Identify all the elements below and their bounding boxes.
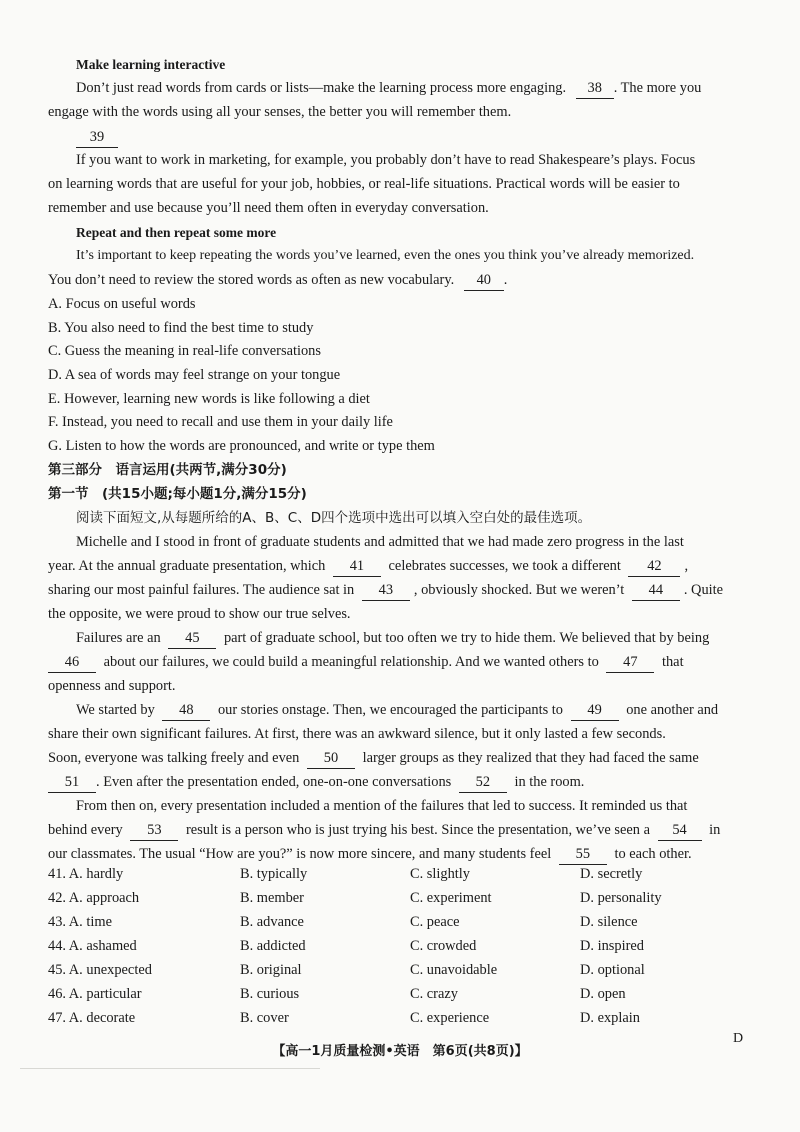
choice-d: D. secretly (580, 866, 643, 882)
heading-repeat: Repeat and then repeat some more (76, 225, 277, 240)
option-e: E. However, learning new words is like following a diet (48, 391, 370, 407)
choice-b: B. addicted (240, 938, 306, 954)
option-b: B. You also need to find the best time to study (48, 320, 314, 336)
paragraph-line: If you want to work in marketing, for example, you probably don’t have to read Shakespeare’s plays. Focus (76, 152, 696, 168)
passage-line (48, 652, 684, 673)
paragraph-line: remember and use because you’ll need them often in everyday conversation. (48, 200, 489, 216)
choice-c: C. crowded (410, 938, 477, 954)
text: celebrates successes, we took a different (388, 558, 621, 574)
text: our classmates. The usual “How are you?” is now more sincere, and many students feel (48, 846, 552, 862)
choice-b: B. member (240, 890, 304, 906)
text: , (684, 558, 689, 574)
blank-49: 49 (571, 700, 619, 721)
passage-line (76, 700, 718, 721)
heading-make-learning-interactive: Make learning interactive (76, 57, 226, 72)
choice-d: D. personality (580, 890, 662, 906)
paragraph-line: engage with the words using all your senses, the better you will remember them. (48, 104, 512, 120)
passage-line (76, 628, 709, 649)
choice-row-44 (0, 938, 800, 960)
choice-a: 42. A. approach (48, 890, 140, 906)
option-f: F. Instead, you need to recall and use them in your daily life (48, 414, 393, 430)
passage-line (48, 580, 723, 601)
passage-line: the opposite, we were proud to show our true selves. (48, 606, 351, 622)
choice-b: B. original (240, 962, 302, 978)
text: . (503, 272, 508, 288)
text: Soon, everyone was talking freely and even (48, 750, 300, 766)
blank-55: 55 (559, 844, 607, 865)
choice-row-43 (0, 914, 800, 936)
choice-a: 45. A. unexpected (48, 962, 152, 978)
passage-line (48, 844, 692, 865)
paragraph-line: It’s important to keep repeating the words you’ve learned, even the ones you think you’ve already memorized. (76, 248, 695, 263)
paragraph-line (76, 78, 701, 99)
passage-line (48, 556, 688, 577)
part3-title: 第三部分 语言运用(共两节,满分30分) (48, 462, 287, 478)
choice-row-46 (0, 986, 800, 1008)
option-a: A. Focus on useful words (48, 296, 196, 312)
blank-41: 41 (333, 556, 381, 577)
choice-a: 44. A. ashamed (48, 938, 137, 954)
paragraph-line (48, 270, 507, 291)
choice-a: 46. A. particular (48, 986, 142, 1002)
passage-line: Michelle and I stood in front of graduate students and admitted that we had made zero progress in the last (76, 534, 684, 550)
choice-d: D. optional (580, 962, 645, 978)
choice-b: B. advance (240, 914, 304, 930)
blank-43: 43 (362, 580, 410, 601)
blank-39: 39 (76, 127, 118, 148)
text: result is a person who is just trying his best. Since the presentation, we’ve seen a (185, 822, 650, 838)
page-footer: 【高一1月质量检测•英语 第6页(共8页)】 (272, 1044, 528, 1059)
choice-d: D. silence (580, 914, 638, 930)
text: larger groups as they realized that they had faced the same (362, 750, 699, 766)
blank-52: 52 (459, 772, 507, 793)
choice-row-42 (0, 890, 800, 912)
text: to each other. (614, 846, 692, 862)
text: in (709, 822, 721, 838)
blank-40: 40 (464, 270, 504, 291)
choice-row-41 (0, 866, 800, 888)
choice-d: D. open (580, 986, 626, 1002)
choice-row-47 (0, 1010, 800, 1032)
choice-b: B. curious (240, 986, 300, 1002)
choice-c: C. crazy (410, 986, 458, 1002)
blank-54: 54 (658, 820, 702, 841)
passage-line (48, 748, 699, 769)
passage-line: share their own significant failures. At first, there was an awkward silence, but it only lasted a few seconds. (48, 726, 666, 742)
corner-letter: D (733, 1031, 744, 1046)
choice-c: C. unavoidable (410, 962, 498, 978)
blank-46: 46 (48, 652, 96, 673)
choice-d: D. explain (580, 1010, 640, 1026)
blank-53: 53 (130, 820, 178, 841)
choice-a: 41. A. hardly (48, 866, 124, 882)
choice-c: C. experiment (410, 890, 492, 906)
blank-44: 44 (632, 580, 680, 601)
blank-45: 45 (168, 628, 216, 649)
choice-c: C. peace (410, 914, 460, 930)
scan-edge-divider (20, 1068, 320, 1069)
text: behind every (48, 822, 123, 838)
text: . Even after the presentation ended, one-on-one conversations (96, 774, 452, 790)
passage-line: openness and support. (48, 678, 176, 694)
text: . The more you (613, 80, 702, 96)
text: , obviously shocked. But we weren’t (413, 582, 625, 598)
blank-51: 51 (48, 772, 96, 793)
text: Don’t just read words from cards or lists—make the learning process more engaging. (76, 80, 567, 96)
option-c: C. Guess the meaning in real-life conversations (48, 343, 321, 359)
text: You don’t need to review the stored words as often as new vocabulary. (48, 272, 455, 288)
text: about our failures, we could build a meaningful relationship. And we wanted others to (103, 654, 599, 670)
blank-39-line (76, 127, 118, 148)
text: year. At the annual graduate presentation, which (48, 558, 326, 574)
passage-line (48, 772, 584, 793)
option-d: D. A sea of words may feel strange on your tongue (48, 367, 341, 383)
blank-47: 47 (606, 652, 654, 673)
paragraph-line: on learning words that are useful for your job, hobbies, or real-life situations. Practical words will be easier to (48, 176, 680, 192)
choice-c: C. slightly (410, 866, 470, 882)
blank-50: 50 (307, 748, 355, 769)
text: in the room. (514, 774, 585, 790)
text: We started by (76, 702, 155, 718)
choice-d: D. inspired (580, 938, 644, 954)
text: one another and (626, 702, 719, 718)
blank-42: 42 (628, 556, 680, 577)
text: Failures are an (76, 630, 161, 646)
choice-c: C. experience (410, 1010, 490, 1026)
instruction: 阅读下面短文,从每题所给的A、B、C、D四个选项中选出可以填入空白处的最佳选项。 (76, 510, 592, 526)
choice-b: B. cover (240, 1010, 289, 1026)
choice-row-45 (0, 962, 800, 984)
text: our stories onstage. Then, we encouraged the participants to (217, 702, 563, 718)
choice-b: B. typically (240, 866, 308, 882)
passage-line: From then on, every presentation included a mention of the failures that led to success. It reminded us that (76, 798, 688, 814)
passage-line (48, 820, 720, 841)
section1-title: 第一节 (共15小题;每小题1分,满分15分) (48, 486, 307, 502)
option-g: G. Listen to how the words are pronounced, and write or type them (48, 438, 435, 454)
choice-a: 47. A. decorate (48, 1010, 136, 1026)
text: . Quite (683, 582, 724, 598)
text: that (661, 654, 684, 670)
blank-38: 38 (576, 78, 614, 99)
choice-a: 43. A. time (48, 914, 112, 930)
text: sharing our most painful failures. The audience sat in (48, 582, 355, 598)
blank-48: 48 (162, 700, 210, 721)
text: part of graduate school, but too often we try to hide them. We believed that by being (223, 630, 710, 646)
